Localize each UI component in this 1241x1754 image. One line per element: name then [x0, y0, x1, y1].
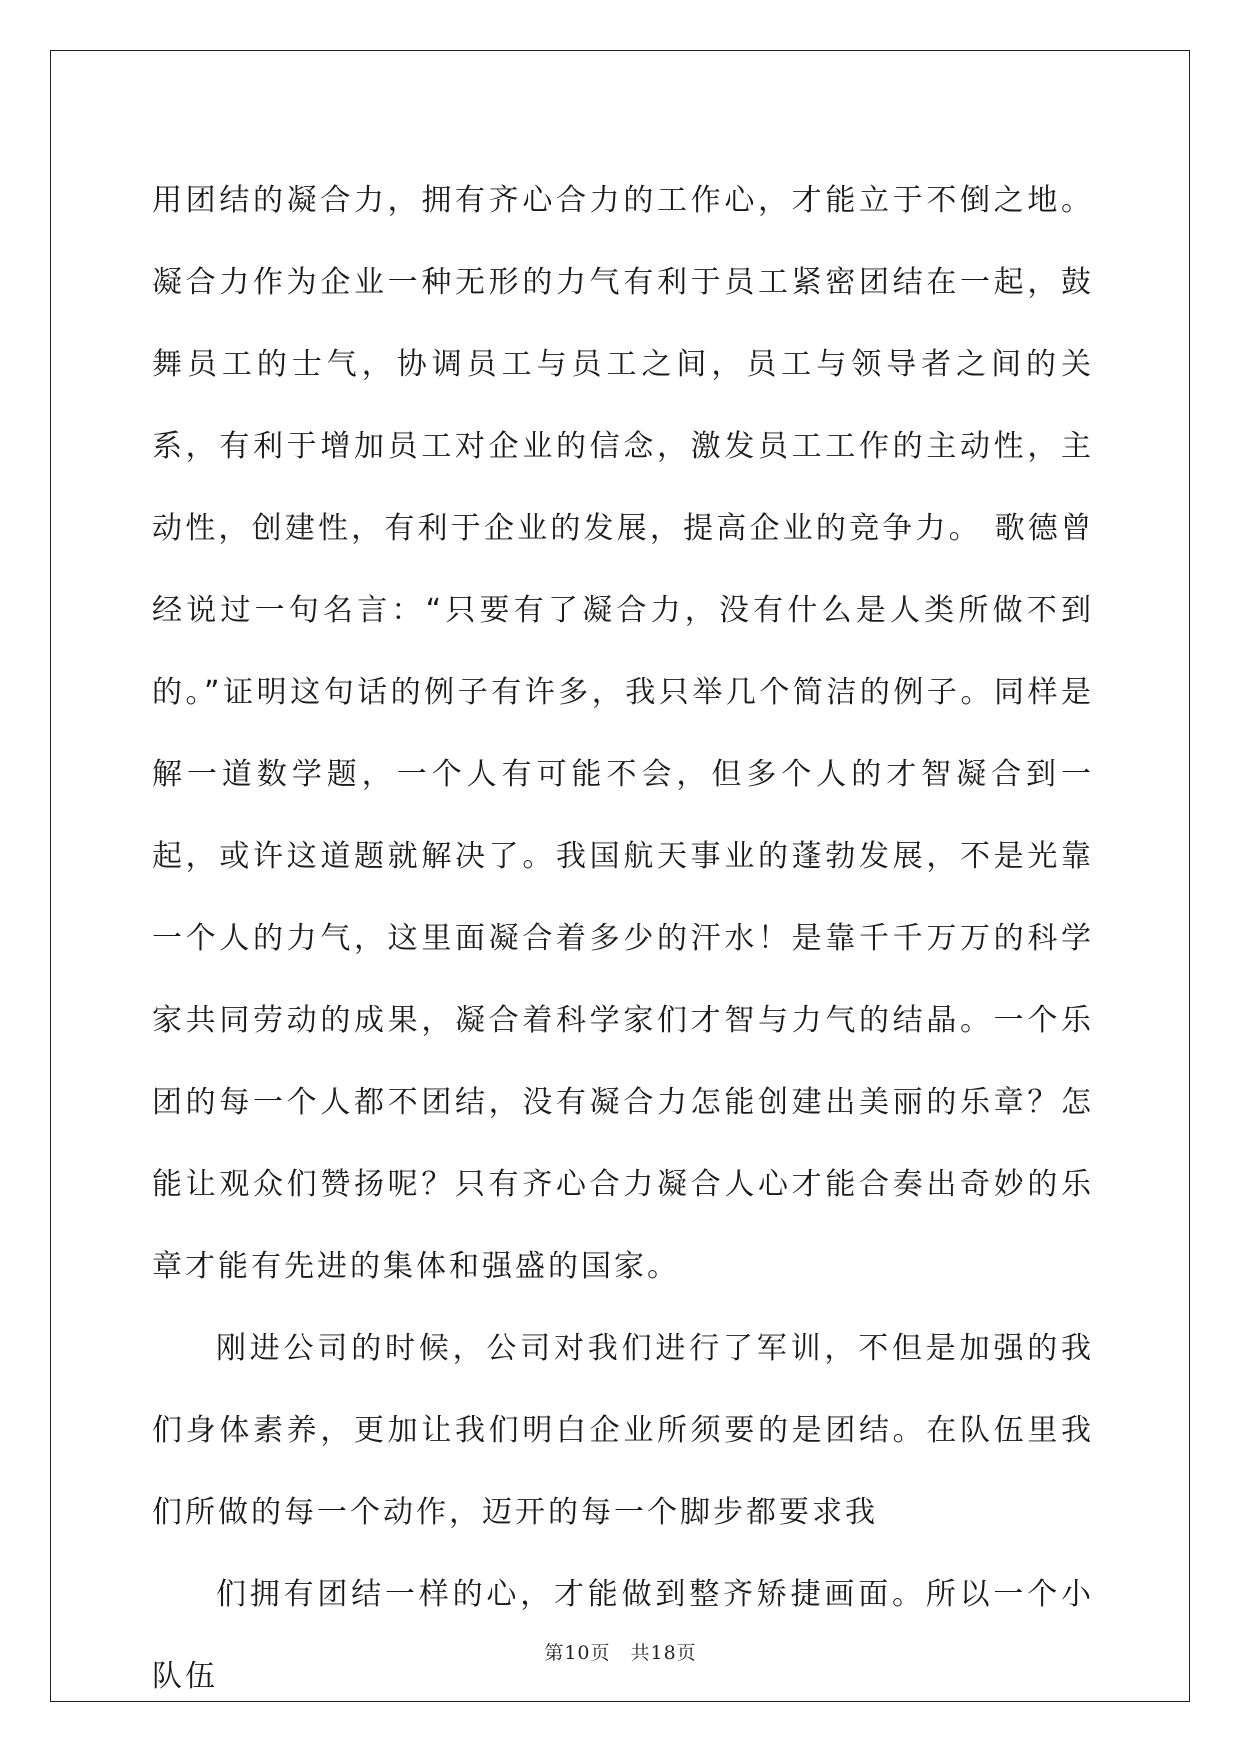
paragraph-2: 刚进公司的时候，公司对我们进行了军训，不但是加强的我们身体素养，更加让我们明白企业所须要的是团结。在队伍里我们所做的每一个动作，迈开的每一个脚步都要求我	[152, 1331, 1094, 1530]
paragraph-3: 们拥有团结一样的心，才能做到整齐矫捷画面。所以一个小队伍	[152, 1577, 1094, 1694]
document-body	[152, 160, 1094, 1718]
paragraph-1: 用团结的凝合力，拥有齐心合力的工作心，才能立于不倒之地。凝合力作为企业一种无形的力气有利于员工紧密团结在一起，鼓舞员工的士气，协调员工与员工之间，员工与领导者之间的关系，有利于增加员工对企业的信念，激发员工工作的主动性，主动性，创建性，有利于企业的发展，提高企业的竞争力。 歌德曾经说过一句名言：“只要有了凝合力，没有什么是人类所做不到的。”证明这句话的例子有许多，我只举几个简洁的例子。同样是解一道数学题，一个人有可能不会，但多个人的才智凝合到一起，或许这道题就解决了。我国航天事业的蓬勃发展，不是光靠一个人的力气，这里面凝合着多少的汗水！是靠千千万万的科学家共同劳动的成果，凝合着科学家们才智与力气的结晶。一个乐团的每一个人都不团结，没有凝合力怎能创建出美丽的乐章？怎能让观众们赞扬呢？只有齐心合力凝合人心才能合奏出奇妙的乐章才能有先进的集体和强盛的国家。	[152, 183, 1094, 1284]
page-number: 第10页 共18页	[544, 1642, 697, 1664]
